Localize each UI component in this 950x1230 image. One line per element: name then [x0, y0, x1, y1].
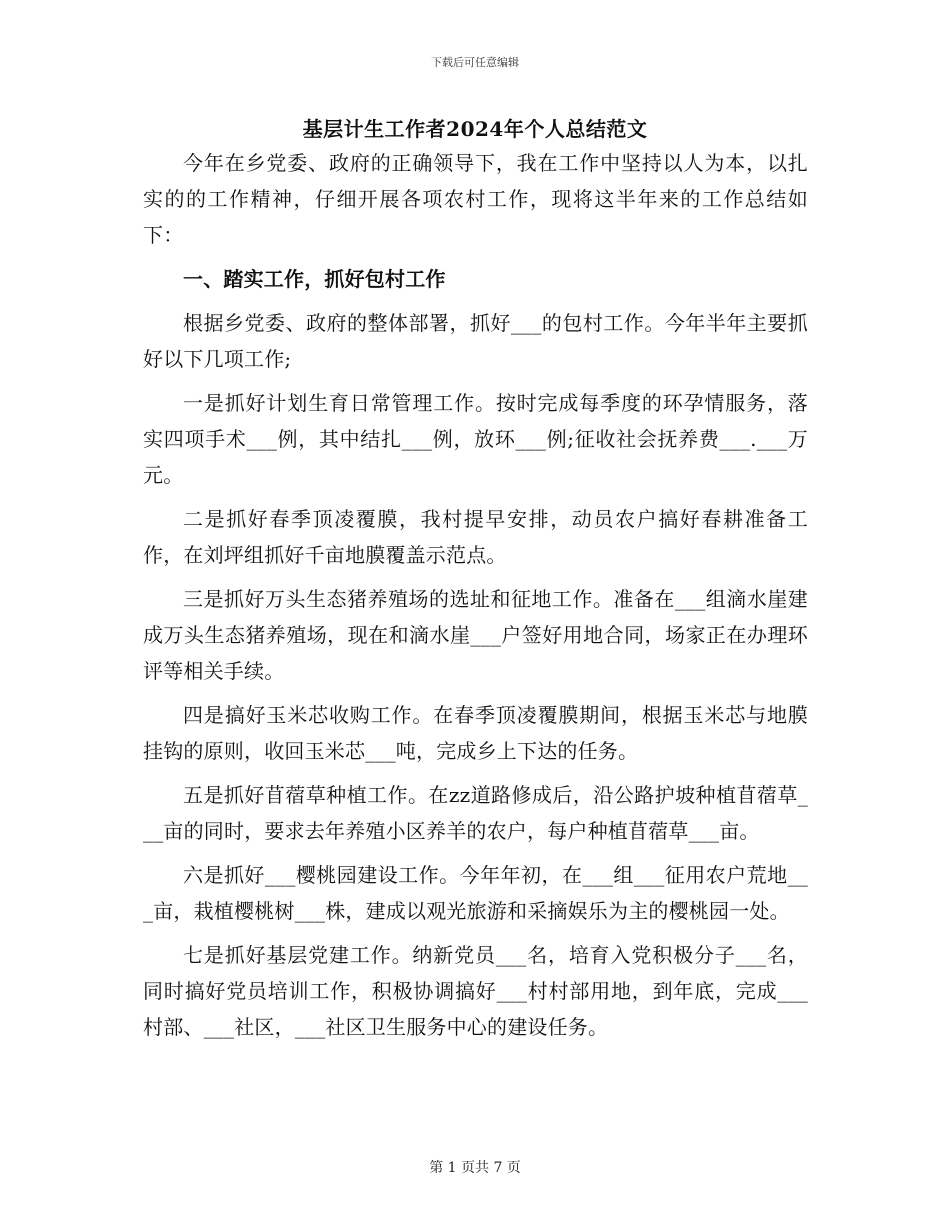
body-paragraph: 二是抓好春季顶凌覆膜，我村提早安排，动员农户搞好春耕准备工作，在刘坪组抓好千亩地膜覆盖示范点。 — [143, 507, 808, 567]
body-paragraph: 四是搞好玉米芯收购工作。在春季顶凌覆膜期间，根据玉米芯与地膜挂钩的原则，收回玉米芯___吨，完成乡上下达的任务。 — [143, 703, 808, 763]
intro-paragraph: 今年在乡党委、政府的正确领导下，我在工作中坚持以人为本，以扎实的的工作精神，仔细开展各项农村工作，现将这半年来的工作总结如下： — [143, 151, 808, 247]
body-paragraph: 七是抓好基层党建工作。纳新党员___名，培育入党积极分子___名，同时搞好党员培训工作，积极协调搞好___村村部用地，到年底，完成___村部、___社区，___社区卫生服务中心的建设任务。 — [143, 943, 808, 1039]
page-number: 第 1 页共 7 页 — [429, 1160, 521, 1176]
body-paragraph: 一是抓好计划生育日常管理工作。按时完成每季度的环孕情服务，落实四项手术___例，其中结扎___例，放环___例;征收社会抚养费___.___万元。 — [143, 391, 808, 487]
document-title: 基层计生工作者2024年个人总结范文 — [302, 117, 648, 141]
section-heading: 一、踏实工作，抓好包村工作 — [183, 267, 446, 291]
document-body — [143, 145, 808, 1053]
body-paragraph: 五是抓好苜蓿草种植工作。在zz道路修成后，沿公路护坡种植苜蓿草___亩的同时，要求去年养殖小区养羊的农户，每户种植苜蓿草___亩。 — [143, 783, 808, 843]
body-paragraph: 六是抓好___樱桃园建设工作。今年年初，在___组___征用农户荒地___亩，栽植樱桃树___株，建成以观光旅游和采摘娱乐为主的樱桃园一处。 — [143, 863, 808, 923]
body-paragraph: 根据乡党委、政府的整体部署，抓好___的包村工作。今年半年主要抓好以下几项工作; — [143, 311, 808, 371]
body-paragraph: 三是抓好万头生态猪养殖场的选址和征地工作。准备在___组滴水崖建成万头生态猪养殖场，现在和滴水崖___户签好用地合同，场家正在办理环评等相关手续。 — [143, 587, 808, 683]
header-note: 下载后可任意编辑 — [431, 56, 519, 69]
